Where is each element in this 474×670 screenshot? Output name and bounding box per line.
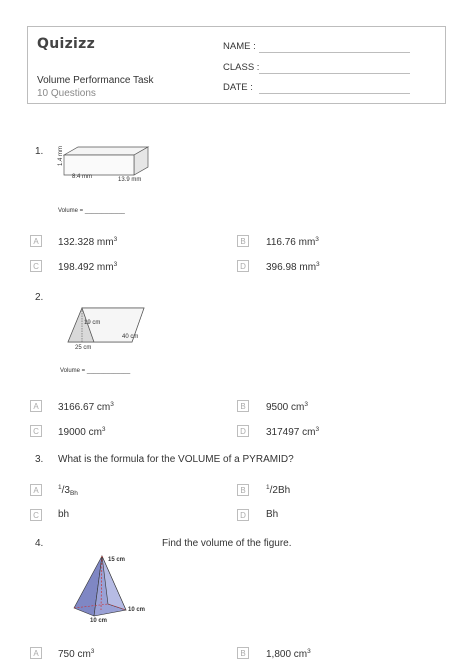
q3-option-b[interactable]: $^1$/2Bh — [266, 484, 291, 496]
q3-option-d-box[interactable]: D — [237, 509, 249, 521]
q2-volume-label: Volume = _____________ — [60, 368, 131, 374]
class-field[interactable] — [259, 73, 410, 74]
q1-volume-label: Volume = ____________ — [58, 208, 125, 214]
q1-option-a-box[interactable]: A — [30, 235, 42, 247]
q1-length-label: 13.9 mm — [118, 177, 142, 183]
question-count: 10 Questions — [37, 88, 96, 99]
q3-option-d[interactable]: Bh — [266, 509, 279, 520]
q2-height-label: 19 cm — [84, 320, 101, 326]
date-field[interactable] — [259, 93, 410, 94]
question-4-number: 4. — [35, 538, 44, 549]
name-field[interactable] — [259, 52, 410, 53]
q4-height-label: 15 cm — [108, 557, 126, 563]
q2-option-a-box[interactable]: A — [30, 400, 42, 412]
q1-option-b-box[interactable]: B — [237, 235, 249, 247]
name-label: NAME : — [223, 41, 256, 52]
q2-option-b[interactable]: 9500 $cm^3$ — [266, 401, 308, 413]
q3-option-b-box[interactable]: B — [237, 484, 249, 496]
q4-option-b[interactable]: 1,800 $cm^3$ — [266, 648, 311, 660]
question-3-text: What is the formula for the VOLUME of a PYRAMID? — [58, 454, 294, 465]
triangular-prism-figure — [58, 302, 148, 352]
q4-option-a-box[interactable]: A — [30, 647, 42, 659]
q2-option-a[interactable]: 3166.67 $cm^3$ — [58, 401, 114, 413]
date-label: DATE : — [223, 82, 253, 93]
q1-option-d-box[interactable]: D — [237, 260, 249, 272]
q2-length-label: 40 cm — [122, 334, 139, 340]
q1-option-d[interactable]: 396.98 $mm^3$ — [266, 261, 320, 273]
q2-option-d[interactable]: 317497 $cm^3$ — [266, 426, 320, 438]
q2-option-b-box[interactable]: B — [237, 400, 249, 412]
question-4-text: Find the volume of the figure. — [162, 538, 292, 549]
q3-option-c[interactable]: bh — [58, 509, 70, 520]
q2-option-d-box[interactable]: D — [237, 425, 249, 437]
q2-base-label: 25 cm — [75, 345, 92, 351]
question-2-number: 2. — [35, 292, 44, 303]
q4-option-a[interactable]: 750 $cm^3$ — [58, 648, 95, 660]
q3-option-a-box[interactable]: A — [30, 484, 42, 496]
q1-option-c-box[interactable]: C — [30, 260, 42, 272]
quizizz-logo: Quizizz — [37, 36, 96, 52]
worksheet-title: Volume Performance Task — [37, 75, 154, 86]
question-1-number: 1. — [35, 146, 44, 157]
q4-side2-label: 10 cm — [90, 618, 108, 624]
q4-side1-label: 10 cm — [128, 607, 146, 613]
q1-height-label: 1.4 mm — [58, 145, 64, 166]
class-label: CLASS : — [223, 62, 260, 73]
q2-option-c-box[interactable]: C — [30, 425, 42, 437]
question-3-number: 3. — [35, 454, 44, 465]
q1-option-b[interactable]: 116.76 $mm^3$ — [266, 236, 319, 248]
q1-width-label: 8.4 mm — [72, 174, 93, 180]
q4-option-b-box[interactable]: B — [237, 647, 249, 659]
square-pyramid-figure — [68, 550, 138, 625]
q3-option-c-box[interactable]: C — [30, 509, 42, 521]
q1-option-c[interactable]: 198.492 $mm^3$ — [58, 261, 118, 273]
q2-option-c[interactable]: 19000 $cm^3$ — [58, 426, 106, 438]
q3-option-a[interactable]: $^1/3_{Bh}$ — [58, 484, 78, 497]
q1-option-a[interactable]: 132.328 $mm^3$ — [58, 236, 118, 248]
